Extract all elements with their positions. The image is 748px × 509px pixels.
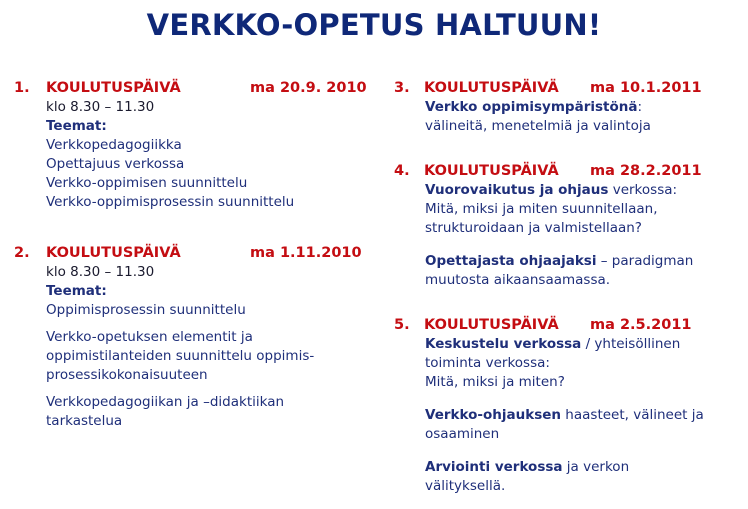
topic-item-line: Verkkopedagogiikan ja –didaktiikan (46, 394, 285, 410)
topic-item: Mitä, miksi ja miten suunnitellaan, (425, 201, 658, 217)
themes-label: Teemat: (46, 283, 107, 299)
topic-item: välineitä, menetelmiä ja valintoja (425, 118, 651, 134)
topic-heading: Keskustelu verkossa / yhteisöllinen (425, 336, 681, 352)
day-number: 1. (14, 80, 30, 96)
topic-item: strukturoidaan ja valmistellaan? (425, 220, 642, 236)
topic-item: toiminta verkossa: (425, 355, 550, 371)
topic-item-line: prosessikokonaisuuteen (46, 367, 208, 383)
topic-heading: Vuorovaikutus ja ohjaus verkossa: (425, 182, 678, 198)
left-column (14, 79, 384, 431)
topic-item: osaaminen (425, 426, 500, 442)
day-date: ma 28.2.2011 (590, 163, 702, 179)
topic-item: Opettajuus verkossa (46, 156, 185, 172)
topic-heading: Verkko-ohjauksen haasteet, välineet ja (425, 407, 704, 423)
topic-item-line: oppimistilanteiden suunnittelu oppimis- (46, 348, 315, 364)
day-label: KOULUTUSPÄIVÄ (424, 80, 559, 96)
page-title: VERKKO-OPETUS HALTUUN! (146, 8, 602, 42)
day-time: klo 8.30 – 11.30 (46, 264, 155, 280)
day-3-header (394, 79, 744, 98)
training-day-4 (394, 162, 744, 290)
topic-item: Oppimisprosessin suunnittelu (46, 302, 246, 318)
day-time: klo 8.30 – 11.30 (46, 99, 155, 115)
topic-item: välityksellä. (425, 478, 506, 494)
topic-item: Verkko-oppimisprosessin suunnittelu (46, 194, 295, 210)
day-date: ma 1.11.2010 (250, 245, 362, 261)
day-5-header (394, 316, 744, 335)
training-day-3 (394, 79, 744, 136)
right-column (394, 79, 744, 496)
topic-item: muutosta aikaansaamassa. (425, 272, 611, 288)
topic-heading: Arviointi verkossa ja verkon (425, 459, 630, 475)
topic-heading: Opettajasta ohjaajaksi – paradigman (425, 253, 694, 269)
topic-item: Verkkopedagogiikka (46, 137, 182, 153)
day-label: KOULUTUSPÄIVÄ (424, 317, 559, 333)
topic-item-line: tarkastelua (46, 413, 123, 429)
day-number: 4. (394, 163, 410, 179)
day-4-header (394, 162, 744, 181)
topic-item: Mitä, miksi ja miten? (425, 374, 565, 390)
topic-item: Verkko-oppimisen suunnittelu (46, 175, 248, 191)
topic-heading: Verkko oppimisympäristönä: (425, 99, 643, 115)
training-day-1 (14, 79, 384, 212)
training-day-2 (14, 244, 384, 431)
day-2-header (14, 244, 384, 263)
day-1-header (14, 79, 384, 98)
day-label: KOULUTUSPÄIVÄ (424, 163, 559, 179)
training-day-5 (394, 316, 744, 496)
topic-item-line: Verkko-opetuksen elementit ja (46, 329, 253, 345)
day-date: ma 20.9. 2010 (250, 80, 367, 96)
day-number: 2. (14, 245, 30, 261)
day-date: ma 10.1.2011 (590, 80, 702, 96)
themes-label: Teemat: (46, 118, 107, 134)
day-label: KOULUTUSPÄIVÄ (46, 245, 181, 261)
day-number: 3. (394, 80, 410, 96)
day-number: 5. (394, 317, 410, 333)
day-date: ma 2.5.2011 (590, 317, 692, 333)
day-label: KOULUTUSPÄIVÄ (46, 80, 181, 96)
